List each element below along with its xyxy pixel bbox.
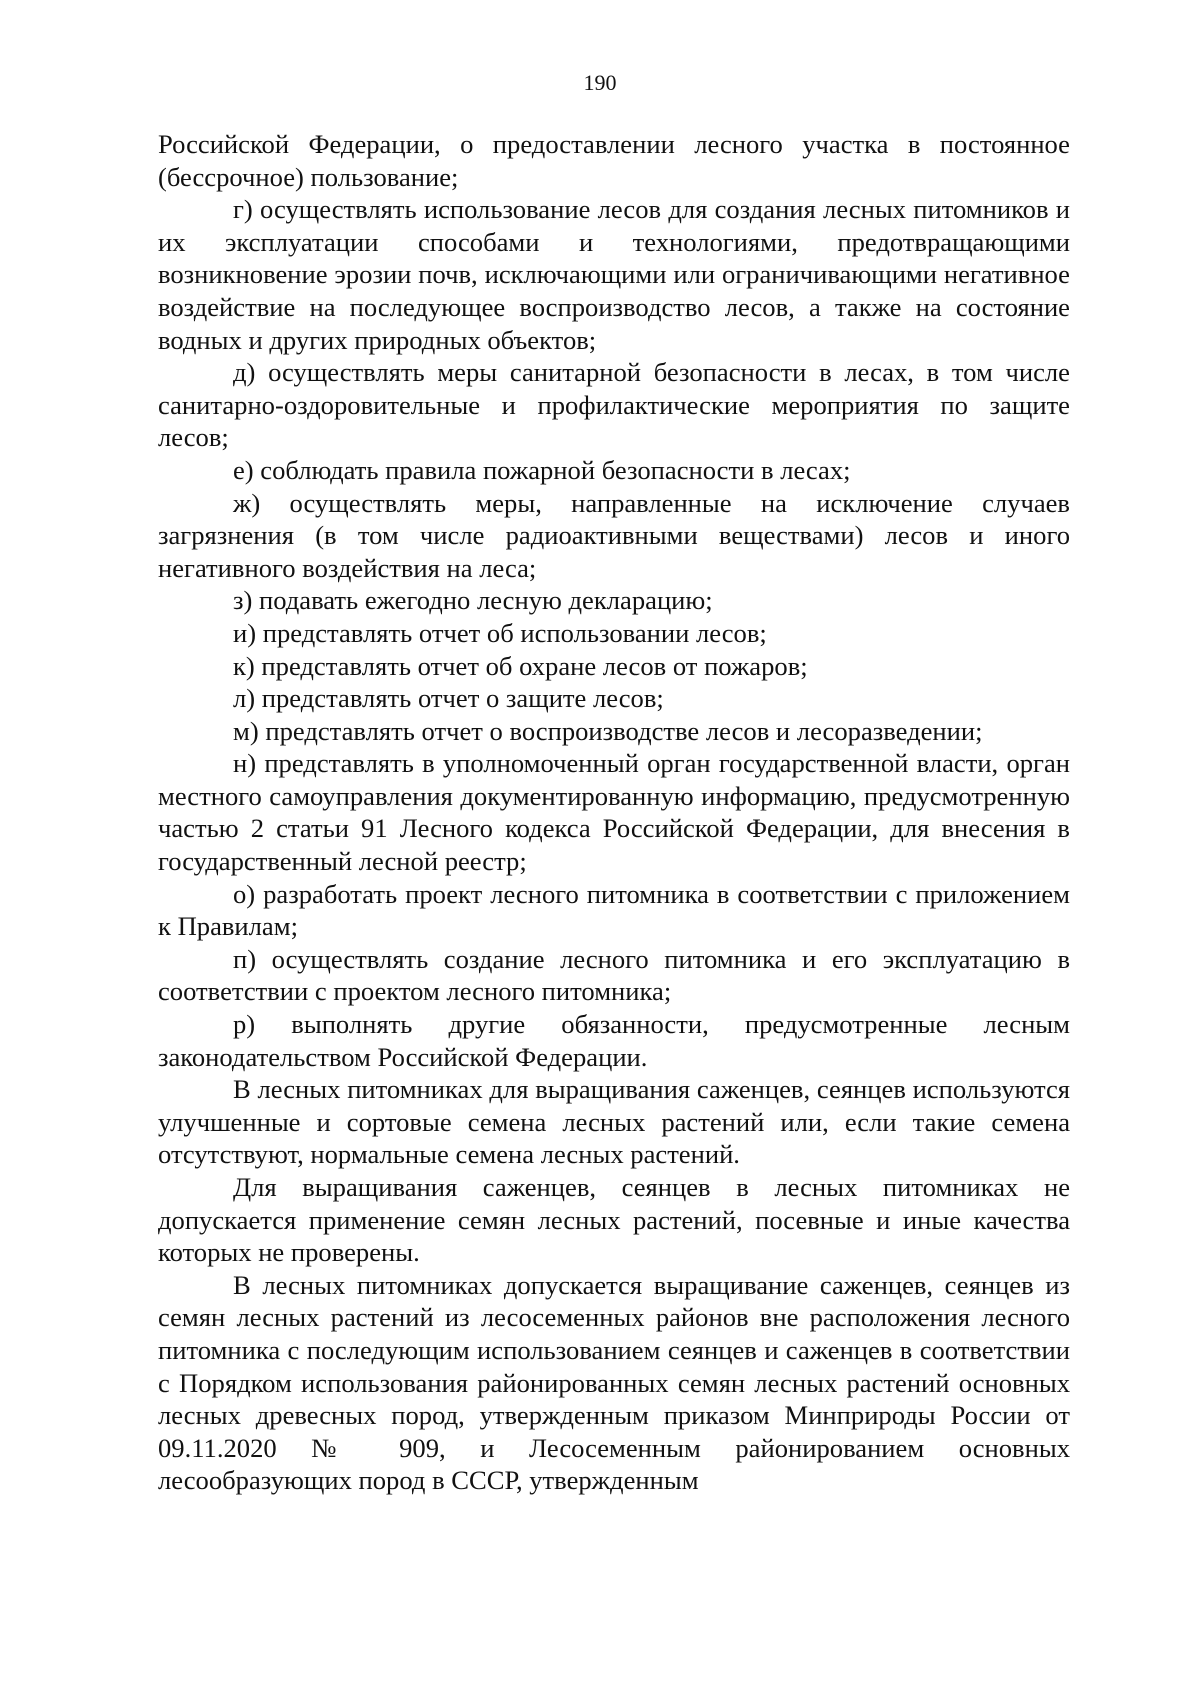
paragraph-item-d: д) осуществлять меры санитарной безопасности в лесах, в том числе санитарно-оздоровительные и профилактические мероприятия по защите лесов;: [158, 357, 1070, 453]
paragraph-item-o: о) разработать проект лесного питомника в соответствии с приложением к Правилам;: [158, 878, 1070, 942]
paragraph-item-z: з) подавать ежегодно лесную декларацию;: [233, 585, 713, 616]
paragraph-item-l: л) представлять отчет о защите лесов;: [233, 683, 664, 714]
document-body: [158, 128, 1070, 1497]
page-number: 190: [583, 70, 617, 95]
paragraph-item-e: е) соблюдать правила пожарной безопасности в лесах;: [233, 454, 851, 485]
paragraph-item-k: к) представлять отчет об охране лесов от пожаров;: [233, 650, 808, 681]
paragraph-item-n: н) представлять в уполномоченный орган государственной власти, орган местного самоуправления документированную информацию, предусмотренную частью 2 статьи 91 Лесного кодекса Российской Федерации, для внесения в государственный лесной реестр;: [158, 748, 1070, 877]
paragraph-item-p: п) осуществлять создание лесного питомника и его эксплуатацию в соответствии с проектом лесного питомника;: [158, 943, 1070, 1007]
paragraph-seeds-restriction: Для выращивания саженцев, сеянцев в лесных питомниках не допускается применение семян лесных растений, посевные и иные качества которых не проверены.: [158, 1172, 1070, 1268]
paragraph-item-zh: ж) осуществлять меры, направленные на исключение случаев загрязнения (в том числе радиоактивными веществами) лесов и иного негативного воздействия на леса;: [158, 487, 1070, 583]
paragraph-seeds-zoning: В лесных питомниках допускается выращивание саженцев, сеянцев из семян лесных растений из лесосеменных районов вне расположения лесного питомника с последующим использованием сеянцев и саженцев в соответствии с Порядком использования районированных семян лесных растений основных лесных древесных пород, утвержденным приказом Минприроды России от 09.11.2020 № 909, и Лесосеменным районированием основных лесообразующих пород в СССР, утвержденным: [158, 1269, 1070, 1496]
paragraph-item-r: р) выполнять другие обязанности, предусмотренные лесным законодательством Российской Федерации.: [158, 1009, 1070, 1072]
paragraph-item-g: г) осуществлять использование лесов для создания лесных питомников и их эксплуатации способами и технологиями, предотвращающими возникновение эрозии почв, исключающими или ограничивающими негативное воздействие на последующее воспроизводство лесов, а также на состояние водных и других природных объектов;: [158, 194, 1070, 355]
paragraph-item-m: м) представлять отчет о воспроизводстве лесов и лесоразведении;: [233, 715, 983, 746]
paragraph-continuation: Российской Федерации, о предоставлении лесного участка в постоянное (бессрочное) пользование;: [158, 129, 1070, 192]
paragraph-seeds-usage: В лесных питомниках для выращивания саженцев, сеянцев используются улучшенные и сортовые семена лесных растений или, если такие семена отсутствуют, нормальные семена лесных растений.: [158, 1074, 1070, 1170]
paragraph-item-i: и) представлять отчет об использовании лесов;: [233, 617, 767, 648]
